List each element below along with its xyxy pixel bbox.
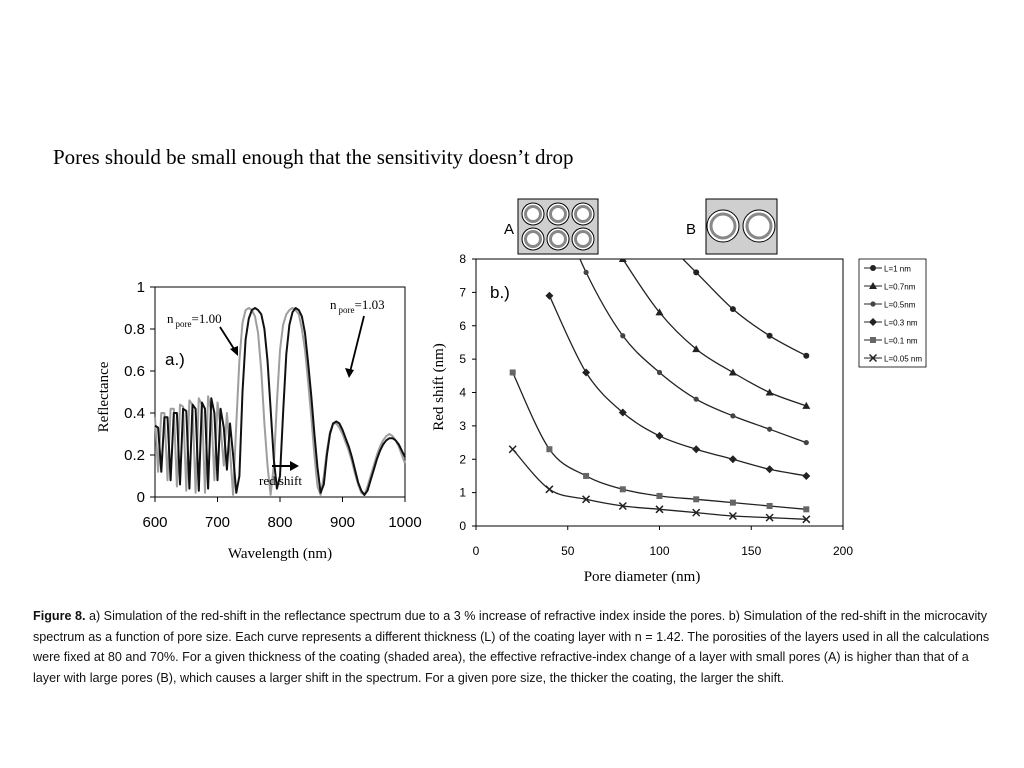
y-tick-label-a: 0 bbox=[136, 489, 145, 506]
y-tick-label-b: 0 bbox=[459, 519, 466, 533]
data-point-cross bbox=[546, 486, 553, 493]
x-tick-label-a: 600 bbox=[142, 514, 168, 531]
data-point-triangle bbox=[766, 389, 774, 396]
data-point-circle bbox=[657, 233, 663, 239]
annotation-arrowhead-100 bbox=[230, 346, 238, 356]
inset-large-pores bbox=[706, 199, 777, 254]
data-point-triangle bbox=[729, 368, 737, 375]
plot-frame-b bbox=[476, 259, 843, 526]
data-point-dot bbox=[584, 270, 589, 275]
data-point-square bbox=[870, 337, 876, 343]
data-point-square bbox=[583, 473, 589, 479]
legend-label: L=1 nm bbox=[884, 264, 911, 274]
data-point-diamond bbox=[802, 472, 810, 480]
red-shift-chart bbox=[431, 183, 926, 585]
data-point-dot bbox=[730, 413, 735, 418]
y-axis-label-a: Reflectance bbox=[96, 361, 112, 433]
data-point-square bbox=[657, 493, 663, 499]
x-axis-label-b: Pore diameter (nm) bbox=[583, 569, 701, 585]
legend-label: L=0.1 nm bbox=[884, 336, 918, 346]
annotation-arrow-103 bbox=[350, 316, 364, 372]
y-tick-label-b: 3 bbox=[459, 418, 466, 433]
legend-label: L=0.3 nm bbox=[884, 318, 918, 328]
inset-label-b: B bbox=[686, 221, 697, 238]
annotation-n-pore-100: n $_{pore}$=1.00 bbox=[167, 311, 222, 329]
x-tick-label-a: 700 bbox=[204, 514, 231, 531]
y-tick-label-a: 1 bbox=[136, 279, 145, 296]
series-line-b-4 bbox=[513, 373, 807, 510]
y-tick-label-a: 0.2 bbox=[124, 447, 145, 464]
data-point-square bbox=[767, 503, 773, 509]
y-tick-label-b: 7 bbox=[459, 285, 466, 300]
data-point-dot bbox=[804, 440, 809, 445]
annotation-arrowhead-103 bbox=[345, 368, 354, 378]
data-point-square bbox=[803, 506, 809, 512]
caption-label: Figure 8. bbox=[33, 609, 86, 623]
x-axis-label-a: Wavelength (nm) bbox=[227, 546, 333, 562]
data-point-square bbox=[510, 369, 516, 375]
data-point-circle bbox=[870, 265, 876, 271]
data-point-diamond bbox=[766, 465, 774, 473]
y-tick-label-b: 2 bbox=[459, 452, 466, 467]
panel-label-b: b.) bbox=[490, 283, 510, 302]
y-tick-label-a: 0.4 bbox=[124, 405, 145, 422]
red-shift-arrowhead bbox=[290, 461, 299, 471]
x-tick-label-b: 0 bbox=[472, 544, 480, 558]
data-point-dot bbox=[620, 333, 625, 338]
y-tick-label-a: 0.6 bbox=[124, 363, 145, 380]
inset-small-pores bbox=[518, 199, 598, 254]
legend-label: L=0.7nm bbox=[884, 282, 916, 292]
x-tick-label-b: 200 bbox=[832, 544, 854, 558]
figure-caption bbox=[33, 606, 993, 688]
data-point-diamond bbox=[582, 368, 590, 376]
data-point-dot bbox=[694, 397, 699, 402]
data-point-diamond bbox=[656, 432, 664, 440]
data-point-diamond bbox=[692, 445, 700, 453]
data-point-circle bbox=[730, 306, 736, 312]
data-point-cross bbox=[509, 446, 516, 453]
data-point-circle bbox=[803, 353, 809, 359]
data-point-dot bbox=[767, 427, 772, 432]
inset-label-a: A bbox=[504, 221, 515, 238]
data-point-square bbox=[693, 496, 699, 502]
data-point-square bbox=[620, 486, 626, 492]
data-point-circle bbox=[767, 333, 773, 339]
y-tick-label-a: 0.8 bbox=[124, 321, 145, 338]
data-point-square bbox=[546, 446, 552, 452]
legend-box bbox=[859, 259, 926, 367]
red-shift-label: red shift bbox=[259, 473, 302, 488]
series-line-b-3 bbox=[549, 296, 806, 476]
annotation-n-pore-103: n $_{pore}$=1.03 bbox=[330, 297, 385, 315]
x-tick-label-a: 800 bbox=[267, 514, 293, 531]
data-point-diamond bbox=[545, 292, 553, 300]
legend-label: L=0.5nm bbox=[884, 300, 916, 310]
x-tick-label-b: 100 bbox=[649, 544, 670, 558]
x-tick-label-b: 150 bbox=[741, 544, 762, 558]
caption-text: a) Simulation of the red-shift in the reflectance spectrum due to a 3 % increase of refractive index inside the pores. b) Simulation of the red-shift in the microcavity spectrum as a function of pore size. Each curve represents a different thickness (L) of the coating layer with n = 1.42. The porosities of the layers used in all the calculations were fixed at 80 and 70%. For a given thickness of the coating (shaded area), the effective refractive-index change of a layer with small pores (A) is higher than that of a layer with large pores (B), which causes a larger shift in the spectrum. For a given pore size, the thicker the coating, the larger the shift. bbox=[33, 609, 990, 685]
y-tick-label-b: 5 bbox=[459, 352, 466, 367]
y-tick-label-b: 1 bbox=[459, 485, 466, 500]
data-point-dot bbox=[657, 370, 662, 375]
x-tick-label-a: 900 bbox=[329, 514, 356, 531]
x-tick-label-b: 50 bbox=[561, 544, 575, 558]
y-tick-label-b: 4 bbox=[459, 385, 466, 400]
data-point-circle bbox=[693, 269, 699, 275]
data-point-diamond bbox=[729, 455, 737, 463]
panel-label-a: a.) bbox=[165, 350, 185, 369]
y-tick-label-b: 8 bbox=[459, 252, 466, 266]
legend-label: L=0.05 nm bbox=[884, 354, 923, 364]
y-tick-label-b: 6 bbox=[459, 318, 466, 333]
slide-title: Pores should be small enough that the sensitivity doesn’t drop bbox=[53, 145, 574, 169]
data-point-dot bbox=[870, 301, 875, 306]
data-point-square bbox=[730, 500, 736, 506]
data-point-dot bbox=[547, 183, 552, 188]
y-axis-label-b: Red shift (nm) bbox=[431, 343, 447, 431]
reflectance-chart bbox=[96, 279, 422, 562]
x-tick-label-a: 1000 bbox=[388, 514, 422, 531]
data-point-circle bbox=[620, 196, 626, 202]
